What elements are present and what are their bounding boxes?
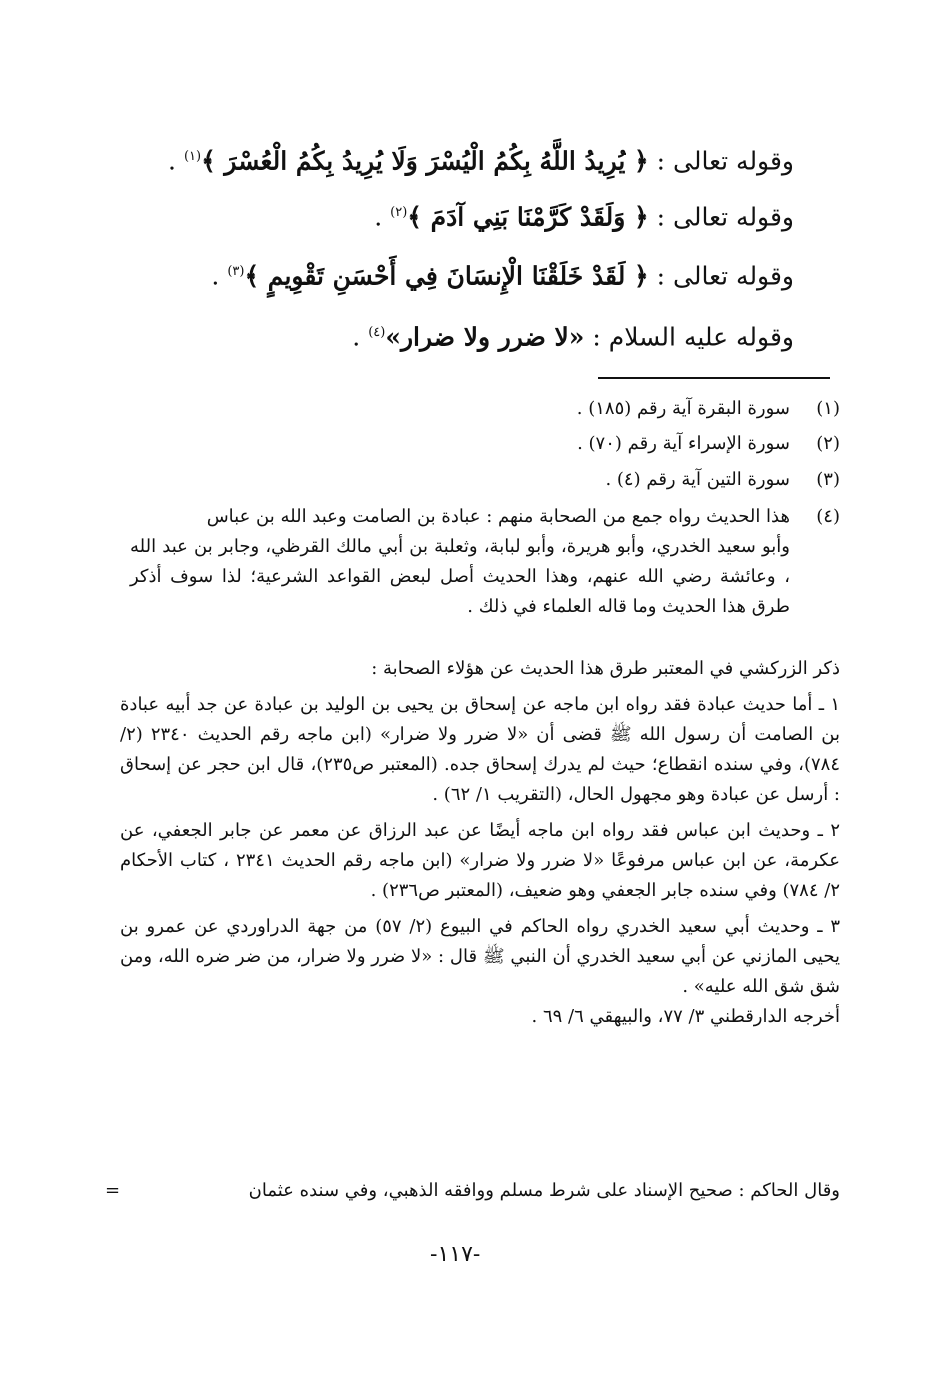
footnote-1 bbox=[577, 394, 840, 424]
footnote-paragraph: ذكر الزركشي في المعتبر طرق هذا الحديث عن هؤلاء الصحابة : bbox=[371, 658, 840, 679]
verse-intro: وقوله تعالى : bbox=[648, 202, 794, 232]
verse-end: . bbox=[168, 146, 184, 176]
verse-intro: وقوله تعالى : bbox=[648, 146, 794, 176]
verse-line-3 bbox=[94, 252, 794, 296]
footnote-separator bbox=[598, 377, 830, 379]
footnote-2 bbox=[577, 429, 840, 459]
footnote-paragraph: ١ ـ أما حديث عبادة فقد رواه ابن ماجه عن إسحاق بن يحيى بن الوليد بن عبادة عن جد أبيه عبادة بن الصامت أن رسول الله ﷺ قضى أن «لا ضرر ولا ضرار» (ابن ماجه رقم الحديث ٢٣٤٠ (٢/ ٧٨٤)، وفي سنده انقطاع؛ حيث لم يدرك إسحاق جده. (المعتبر ص٢٣٥)، قال ابن حجر عن إسحاق : أرسل عن عبادة وهو مجهول الحال، (التقريب ١/ ٦٢) . bbox=[120, 694, 841, 805]
footnote-paragraph: ٢ ـ وحديث ابن عباس فقد رواه ابن ماجه أيضًا عن عبد الرزاق عن معمر عن جابر الجعفي، عن عكرمة، عن ابن عباس مرفوعًا «لا ضرر ولا ضرار» (ابن ماجه رقم الحديث ٢٣٤١ ، كتاب الأحكام ٢/ ٧٨٤) وفي سنده جابر الجعفي وهو ضعيف، (المعتبر ص٢٣٦) . bbox=[120, 820, 840, 901]
page-number: -١١٧- bbox=[430, 1242, 481, 1267]
verse-end: . bbox=[211, 261, 228, 291]
verse-line-2 bbox=[94, 193, 794, 237]
footnote-4-body bbox=[120, 654, 840, 1032]
verse-line-4 bbox=[94, 313, 794, 357]
verse-end: . bbox=[374, 202, 391, 232]
footnote-ref[interactable]: (٤) bbox=[368, 325, 386, 340]
footnote-paragraph: وأبو سعيد الخدري، وأبو هريرة، وأبو لبابة، وثعلبة بن أبي مالك القرظي، وجابر بن عبد الله ، وعائشة رضي الله عنهم، وهذا الحديث أصل لبعض القواعد الشرعية؛ لذا سوف أذكر طرق هذا الحديث وما قاله العلماء في ذلك . bbox=[130, 536, 790, 617]
footnote-ref[interactable]: (٢) bbox=[390, 205, 408, 220]
footnote-text: سورة التين آية رقم (٤) . bbox=[605, 469, 790, 490]
footnote-text: سورة البقرة آية رقم (١٨٥) . bbox=[576, 398, 790, 419]
verse-line-1 bbox=[94, 137, 794, 181]
footnote-number: (٢) bbox=[816, 433, 840, 454]
footnote-ref[interactable]: (٣) bbox=[227, 264, 245, 279]
footnote-number: (١) bbox=[816, 398, 840, 419]
quran-quote: ﴿ لَقَدْ خَلَقْنَا الْإِنسَانَ فِي أَحْسَنِ تَقْوِيمٍ ﴾ bbox=[244, 261, 649, 291]
continuation-mark: = bbox=[105, 1180, 121, 1201]
verse-end: . bbox=[352, 322, 369, 352]
footnote-4 bbox=[207, 502, 840, 532]
footnote-paragraph: أخرجه الدارقطني ٣/ ٧٧، والبيهقي ٦/ ٦٩ . bbox=[531, 1006, 840, 1027]
footnote-continuation-line bbox=[105, 1176, 840, 1206]
footnote-number: (٤) bbox=[816, 506, 840, 527]
quran-quote: ﴿ يُرِيدُ اللَّهُ بِكُمُ الْيُسْرَ وَلَا يُرِيدُ بِكُمُ الْعُسْرَ ﴾ bbox=[201, 146, 649, 176]
verse-intro: وقوله عليه السلام : bbox=[584, 322, 794, 352]
footnote-text: هذا الحديث رواه جمع من الصحابة منهم : عبادة بن الصامت وعبد الله بن عباس bbox=[206, 506, 790, 527]
footnote-ref[interactable]: (١) bbox=[183, 149, 202, 164]
quran-quote: ﴿ وَلَقَدْ كَرَّمْنَا بَنِي آدَمَ ﴾ bbox=[407, 202, 649, 232]
footnote-number: (٣) bbox=[816, 469, 840, 490]
footnote-3 bbox=[605, 465, 840, 495]
continuation-text: وقال الحاكم : صحيح الإسناد على شرط مسلم ووافقه الذهبي، وفي سنده عثمان bbox=[248, 1180, 840, 1201]
footnote-text: سورة الإسراء آية رقم (٧٠) . bbox=[577, 433, 790, 454]
verse-intro: وقوله تعالى : bbox=[648, 261, 794, 291]
hadith-quote: «لا ضرر ولا ضرار» bbox=[385, 322, 585, 352]
footnote-4-continued bbox=[130, 532, 790, 622]
footnote-paragraph: ٣ ـ وحديث أبي سعيد الخدري رواه الحاكم في البيوع (٢/ ٥٧) من جهة الدراوردي عن عمرو بن يحيى المازني عن أبي سعيد الخدري أن النبي ﷺ قال : «لا ضرر ولا ضرار، من ضر ضره الله، ومن شق شق الله عليه» . bbox=[120, 916, 840, 997]
